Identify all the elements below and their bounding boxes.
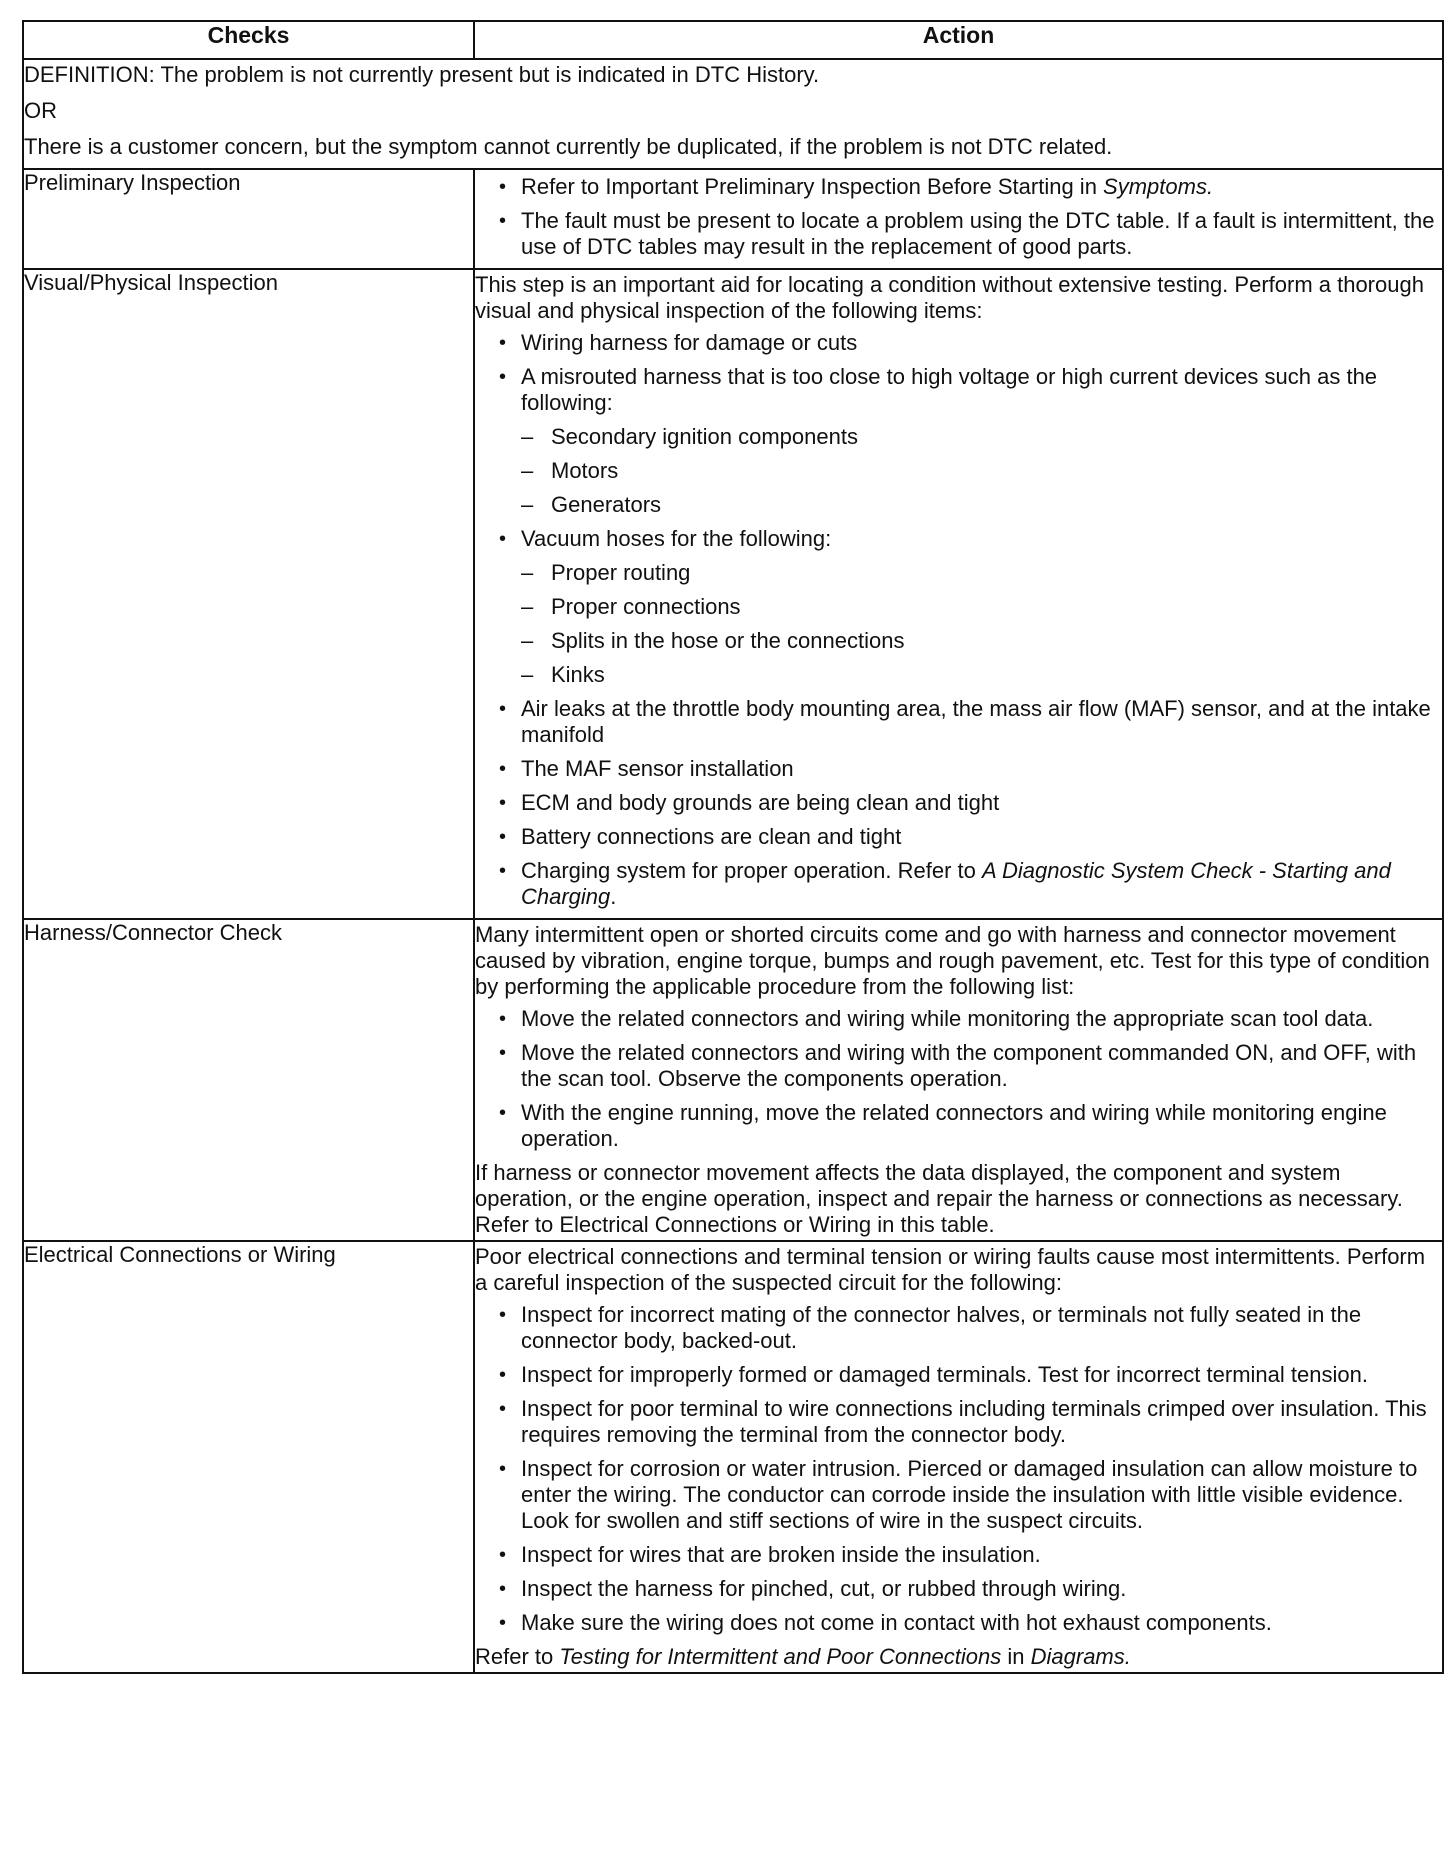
list-item [475,1610,1442,1636]
sub-item [521,492,1442,518]
sub-item [521,560,1442,586]
outro-text: in [1001,1644,1031,1669]
bullet-list [475,330,1442,910]
table-row [23,169,1443,269]
item-text: Inspect for improperly formed or damaged terminals. Test for incorrect terminal tension. [521,1362,1368,1387]
bullet-icon: • [499,1008,507,1030]
outro-text: Refer to [475,1644,560,1669]
list-item [475,208,1442,260]
list-item [475,1576,1442,1602]
item-text: Battery connections are clean and tight [521,824,902,849]
list-item [475,1456,1442,1534]
bullet-icon: • [499,366,507,388]
bullet-list [475,174,1442,260]
list-item [475,330,1442,356]
list-item [475,824,1442,850]
list-item [475,364,1442,518]
item-text: . [610,884,617,909]
bullet-icon: • [499,1304,507,1326]
item-text: Splits in the hose or the connections [551,628,905,653]
definition-cell [23,59,1443,169]
sub-list [521,560,1442,688]
list-item [475,1396,1442,1448]
list-item [475,1362,1442,1388]
item-text: Inspect the harness for pinched, cut, or rubbed through wiring. [521,1576,1127,1601]
sub-item [521,424,1442,450]
item-text: Kinks [551,662,605,687]
list-item [475,1542,1442,1568]
check-cell: Visual/Physical Inspection [23,269,474,919]
list-item [475,858,1442,910]
item-text: Wiring harness for damage or cuts [521,330,858,355]
action-cell [474,169,1443,269]
dash-icon: – [521,594,534,619]
dash-icon: – [521,628,534,653]
item-reference: Symptoms. [1103,174,1214,199]
item-text: Proper connections [551,594,741,619]
dash-icon: – [521,492,534,517]
bullet-icon: • [499,1102,507,1124]
item-text: The fault must be present to locate a problem using the DTC table. If a fault is intermittent, the use of DTC tables may result in the replacement of good parts. [521,208,1435,259]
header-checks: Checks [23,21,474,59]
item-text: Proper routing [551,560,691,585]
check-cell: Preliminary Inspection [23,169,474,269]
item-text: Inspect for corrosion or water intrusion. Pierced or damaged insulation can allow moisture to enter the wiring. The conductor can corrode inside the insulation with little visible evidence. Look for swollen and stiff sections of wire in the suspect circuits. [521,1456,1418,1533]
item-reference: A Diagnostic System Check - Starting and Charging [521,858,1391,909]
action-cell [474,919,1443,1241]
dash-icon: – [521,560,534,585]
item-text: ECM and body grounds are being clean and tight [521,790,1000,815]
dash-icon: – [521,662,534,687]
action-outro [475,1644,1442,1670]
item-text: Motors [551,458,619,483]
dash-icon: – [521,458,534,483]
item-text: With the engine running, move the related connectors and wiring while monitoring engine operation. [521,1100,1387,1151]
check-cell: Electrical Connections or Wiring [23,1241,474,1673]
item-text: Inspect for poor terminal to wire connections including terminals crimped over insulation. This requires removing the terminal from the connector body. [521,1396,1427,1447]
item-text: Secondary ignition components [551,424,858,449]
sub-item [521,628,1442,654]
list-item [475,1006,1442,1032]
item-text: Refer to Important Preliminary Inspection Before Starting in [521,174,1104,199]
bullet-icon: • [499,792,507,814]
item-text: Move the related connectors and wiring with the component commanded ON, and OFF, with the scan tool. Observe the components operation. [521,1040,1417,1091]
bullet-list [475,1006,1442,1152]
table-header-row [23,21,1443,59]
header-action: Action [474,21,1443,59]
definition-or: OR [24,98,57,123]
bullet-list [475,1302,1442,1636]
bullet-icon: • [499,210,507,232]
list-item [475,790,1442,816]
sub-item [521,662,1442,688]
item-text: Generators [551,492,662,517]
item-text: Make sure the wiring does not come in contact with hot exhaust components. [521,1610,1272,1635]
bullet-icon: • [499,826,507,848]
action-outro: If harness or connector movement affects the data displayed, the component and system operation, or the engine operation, inspect and repair the harness or connections as necessary. Refer to Electrical Connections or Wiring in this table. [475,1160,1403,1237]
table-row [23,1241,1443,1673]
bullet-icon: • [499,698,507,720]
sub-list [521,424,1442,518]
bullet-icon: • [499,758,507,780]
item-text: The MAF sensor installation [521,756,794,781]
table-row [23,919,1443,1241]
item-text: Move the related connectors and wiring while monitoring the appropriate scan tool data. [521,1006,1374,1031]
definition-line: DEFINITION: The problem is not currently present but is indicated in DTC History. [24,62,820,87]
list-item [475,174,1442,200]
action-intro: Many intermittent open or shorted circuits come and go with harness and connector movement caused by vibration, engine torque, bumps and rough pavement, etc. Test for this type of condition by performing the applicable procedure from the following list: [475,922,1430,999]
diagnostic-table [22,20,1444,1674]
definition-line: There is a customer concern, but the symptom cannot currently be duplicated, if the problem is not DTC related. [24,134,1113,159]
bullet-icon: • [499,860,507,882]
action-cell [474,1241,1443,1673]
bullet-icon: • [499,1612,507,1634]
bullet-icon: • [499,176,507,198]
bullet-icon: • [499,1398,507,1420]
item-text: Charging system for proper operation. Refer to [521,858,983,883]
list-item [475,1040,1442,1092]
list-item [475,1100,1442,1152]
item-text: Inspect for incorrect mating of the connector halves, or terminals not fully seated in the connector body, backed-out. [521,1302,1362,1353]
bullet-icon: • [499,1364,507,1386]
dash-icon: – [521,424,534,449]
item-text: Air leaks at the throttle body mounting area, the mass air flow (MAF) sensor, and at the intake manifold [521,696,1431,747]
bullet-icon: • [499,1458,507,1480]
list-item [475,756,1442,782]
document-page [22,20,1442,1674]
action-intro: Poor electrical connections and terminal tension or wiring faults cause most intermittents. Perform a careful inspection of the suspected circuit for the following: [475,1244,1426,1295]
sub-item [521,458,1442,484]
bullet-icon: • [499,1042,507,1064]
bullet-icon: • [499,1544,507,1566]
list-item [475,1302,1442,1354]
definition-row [23,59,1443,169]
outro-reference: Diagrams. [1030,1644,1131,1669]
action-cell [474,269,1443,919]
item-text: Vacuum hoses for the following: [521,526,832,551]
check-cell: Harness/Connector Check [23,919,474,1241]
item-text: Inspect for wires that are broken inside the insulation. [521,1542,1041,1567]
bullet-icon: • [499,1578,507,1600]
bullet-icon: • [499,332,507,354]
sub-item [521,594,1442,620]
item-text: A misrouted harness that is too close to high voltage or high current devices such as the following: [521,364,1378,415]
bullet-icon: • [499,528,507,550]
outro-reference: Testing for Intermittent and Poor Connections [559,1644,1002,1669]
table-row [23,269,1443,919]
list-item [475,696,1442,748]
list-item [475,526,1442,688]
action-intro: This step is an important aid for locating a condition without extensive testing. Perform a thorough visual and physical inspection of the following items: [475,272,1424,323]
